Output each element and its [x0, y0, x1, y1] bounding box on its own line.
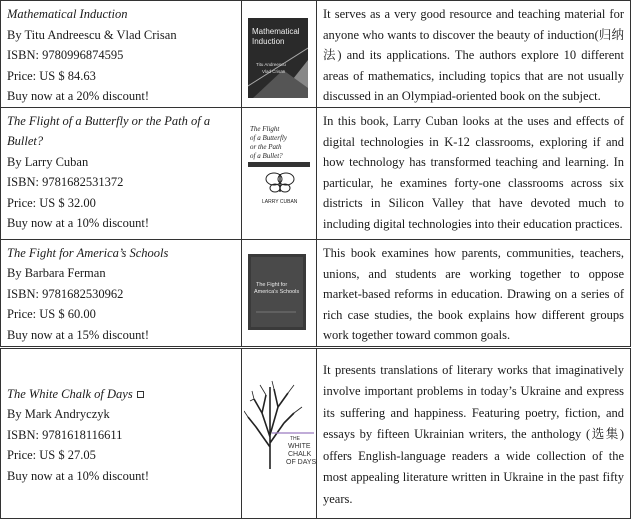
cover-text: or the Path: [250, 142, 282, 151]
cover-text: OF DAYS: [286, 459, 316, 466]
book-discount: Buy now at a 15% discount!: [7, 327, 149, 342]
book-description: It serves as a very good resource and teaching material for anyone who wants to discover the beauty of induction(归纳法) and its applications. The authors explore 10 different areas of mathematics, including topics that are not usually discussed in an Olympiad-oriented book on the subject.: [323, 7, 624, 104]
book-row: [1, 1, 631, 108]
book-author: By Titu Andreescu & Vlad Crisan: [7, 27, 177, 42]
cover-text: Mathematical: [252, 27, 300, 36]
book-isbn: ISBN: 9781618116611: [7, 427, 123, 442]
book-discount: Buy now at a 20% discount!: [7, 89, 149, 103]
cover-text: THE: [290, 436, 300, 442]
book-info: [1, 239, 242, 346]
book-info: [1, 349, 242, 519]
book-description: It presents translations of literary works that imaginatively involve important problems in today’s Ukraine and express its suffering and happiness. Featuring poetry, fiction, and essays by fifteen Ukrainian writers, the anthology (选集) offers English-language readers a wide collection of the most appealing literature written in Ukraine in the past fifty years.: [323, 363, 624, 506]
book-cover-image: [248, 18, 308, 98]
book-title: [7, 384, 235, 405]
book-title-text: The White Chalk of Days: [7, 386, 133, 401]
book-price: Price: US $ 60.00: [7, 307, 96, 322]
book-cover-cell: [242, 1, 317, 108]
cover-text: Vlad Crisan: [262, 69, 286, 74]
cover-text: The Fight for: [256, 281, 288, 288]
book-isbn: ISBN: 9781682531372: [7, 175, 124, 190]
cover-text: The Flight: [250, 124, 280, 133]
book-discount: Buy now at a 10% discount!: [7, 216, 149, 231]
book-row: [1, 239, 631, 346]
book-cover-cell: [242, 349, 317, 519]
book-cover-cell: [242, 107, 317, 239]
cover-text: Titu Andreescu: [256, 62, 286, 67]
book-cover-cell: [242, 239, 317, 346]
book-title: Mathematical Induction: [7, 7, 128, 21]
book-price: Price: US $ 27.05: [7, 448, 96, 463]
cover-text: of a Butterfly: [250, 133, 287, 142]
cover-text: CHALK: [288, 451, 312, 458]
cover-text: America’s Schools: [254, 288, 300, 295]
book-description: This book examines how parents, communities, teachers, unions, and students are working together to oppose market-based reforms in education. Drawing on a series of rich case studies, the book explains how different groups work together toward common goals.: [323, 245, 624, 343]
book-row: [1, 107, 631, 239]
cover-text: Induction: [252, 37, 285, 46]
book-isbn: ISBN: 9781682530962: [7, 286, 124, 301]
checkbox-icon: [137, 391, 144, 398]
cover-text: LARRY CUBAN: [262, 198, 298, 205]
book-discount: Buy now at a 10% discount!: [7, 468, 149, 483]
book-description-cell: [317, 239, 631, 346]
book-price: Price: US $ 84.63: [7, 68, 96, 83]
book-isbn: ISBN: 9780996874595: [7, 48, 124, 62]
book-description: In this book, Larry Cuban looks at the uses and effects of digital technologies in K-12 classrooms, exploring if and how technology has transformed teaching and learning. In particular, he examines forty-one classrooms across six districts in Silicon Valley that have devoted much to including digital technologies into their education practices.: [323, 113, 624, 231]
book-title: The Flight of a Butterfly or the Path of a Bullet?: [7, 113, 211, 149]
book-title: The Fight for America’s Schools: [7, 245, 169, 260]
book-description-cell: [317, 349, 631, 519]
book-table-bottom: [0, 348, 631, 519]
book-author: By Mark Andryczyk: [7, 407, 110, 422]
book-row: [1, 349, 631, 519]
book-description-cell: [317, 1, 631, 108]
book-description-cell: [317, 107, 631, 239]
book-info: [1, 107, 242, 239]
book-cover-image: [248, 254, 306, 330]
book-cover-image: [244, 377, 316, 473]
book-info: [1, 1, 242, 108]
book-author: By Barbara Ferman: [7, 266, 106, 281]
book-price: Price: US $ 32.00: [7, 195, 96, 210]
cover-text: WHITE: [288, 443, 311, 450]
book-author: By Larry Cuban: [7, 154, 89, 169]
book-cover-image: [246, 122, 312, 206]
cover-text: of a Bullet?: [250, 151, 283, 160]
